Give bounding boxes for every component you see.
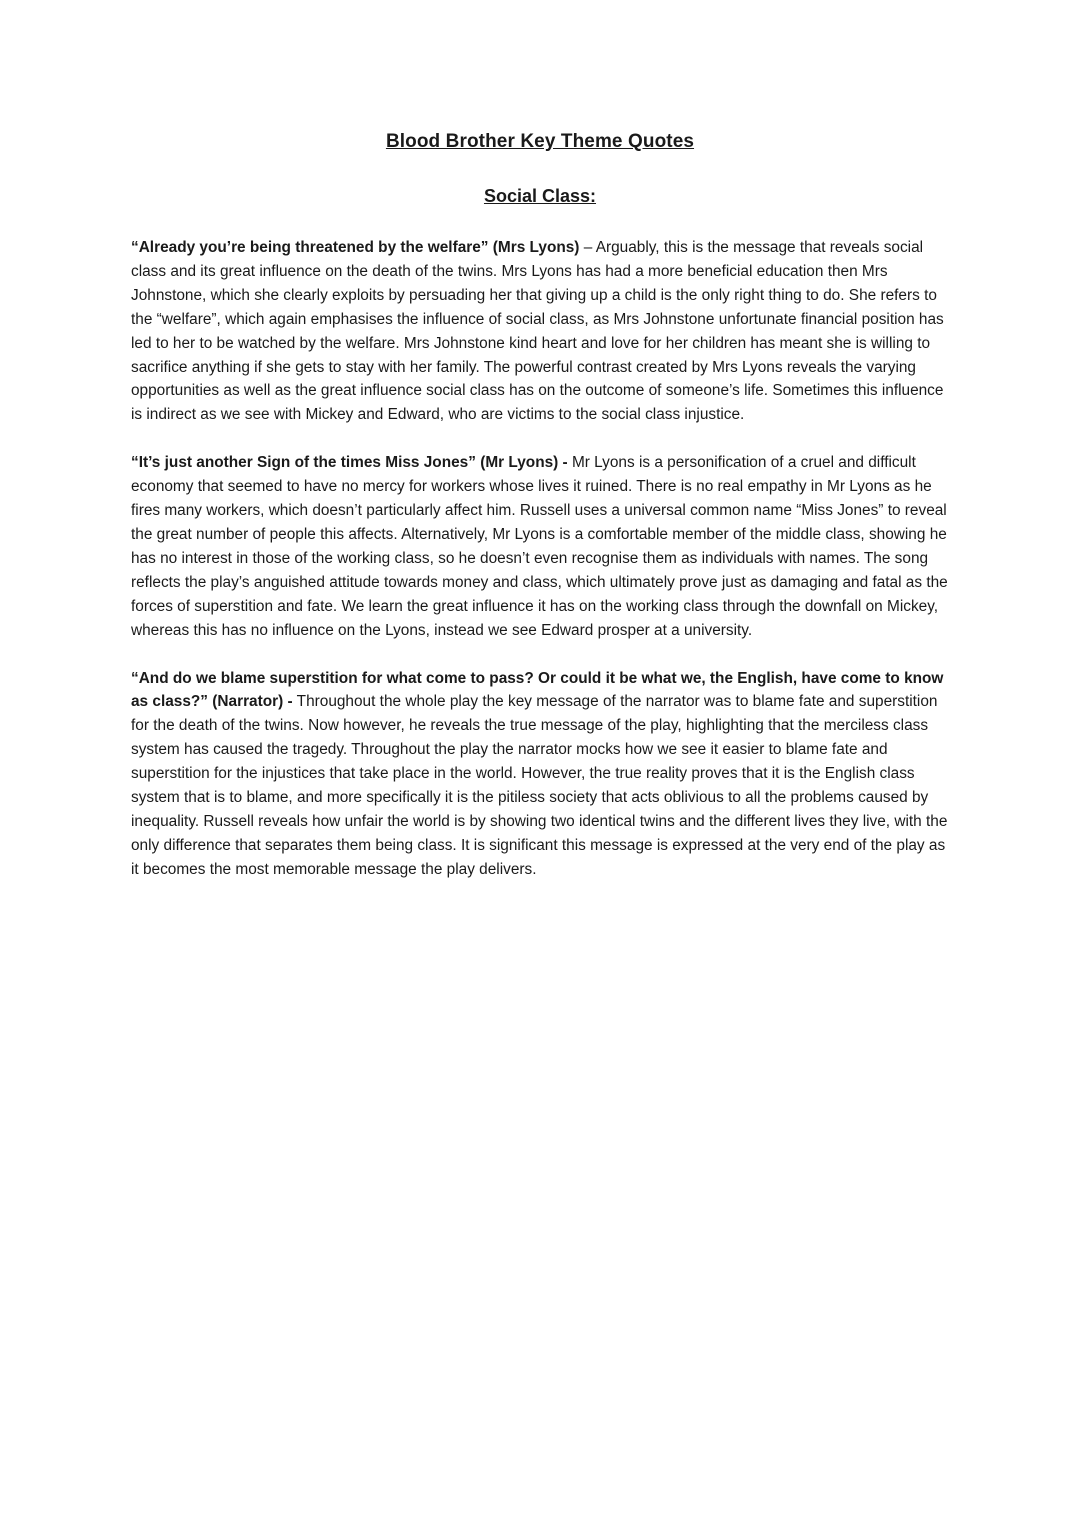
paragraph-quote: “It’s just another Sign of the times Miss Jones” (Mr Lyons) -	[131, 454, 568, 472]
paragraph-text: Mr Lyons is a personification of a cruel and difficult economy that seemed to have no mercy for workers whose lives it ruined. There is no real empathy in Mr Lyons as he fires many workers, which doesn’t particularly affect him. Russell uses a universal common name “Miss Jones” to reveal the great number of people this affects. Alternatively, Mr Lyons is a comfortable member of the middle class, showing he has no interest in those of the working class, so he doesn’t even recognise them as individuals with names. The song reflects the play’s anguished attitude towards money and class, which ultimately prove just as damaging and fatal as the forces of superstition and fate. We learn the great influence it has on the working class through the downfall on Mickey, whereas this has no influence on the Lyons, instead we see Edward prosper at a university.	[131, 454, 948, 639]
paragraph	[131, 236, 951, 427]
paragraph-quote: “Already you’re being threatened by the welfare” (Mrs Lyons)	[131, 239, 580, 256]
paragraph-quote: “And do we blame superstition for what come to pass? Or could it be what we, the English, have come to know as class?” (Narrator) -	[131, 669, 944, 711]
document-body	[131, 236, 951, 906]
paragraph	[131, 451, 951, 642]
paragraph	[131, 667, 951, 882]
paragraph-text: Throughout the whole play the key message of the narrator was to blame fate and superstition for the death of the twins. Now however, he reveals the true message of the play, highlighting that the merciless class system has caused the tragedy. Throughout the play the narrator mocks how we see it easier to blame fate and superstition for the injustices that take place in the world. However, the true reality proves that it is the English class system that is to blame, and more specifically it is the pitiless society that acts oblivious to all the problems caused by inequality. Russell reveals how unfair the world is by showing two identical twins and the different lives they live, with the only difference that separates them being class. It is significant this message is expressed at the very end of the play as it becomes the most memorable message the play delivers.	[131, 693, 948, 878]
paragraph-text: – Arguably, this is the message that reveals social class and its great influence on the death of the twins. Mrs Lyons has had a more beneficial education then Mrs Johnstone, which she clearly exploits by persuading her that giving up a child is the only right thing to do. She refers to the “welfare”, which again emphasises the influence of social class, as Mrs Johnstone unfortunate financial position has led to her to be watched by the welfare. Mrs Johnstone kind heart and love for her children has meant she is willing to sacrifice anything if she gets to stay with her family. The powerful contrast created by Mrs Lyons reveals the varying opportunities as well as the great influence social class has on the outcome of someone’s life. Sometimes this influence is indirect as we see with Mickey and Edward, who are victims to the social class injustice.	[131, 239, 944, 424]
document-title: Blood Brother Key Theme Quotes	[385, 131, 695, 152]
section-heading: Social Class:	[483, 186, 597, 206]
